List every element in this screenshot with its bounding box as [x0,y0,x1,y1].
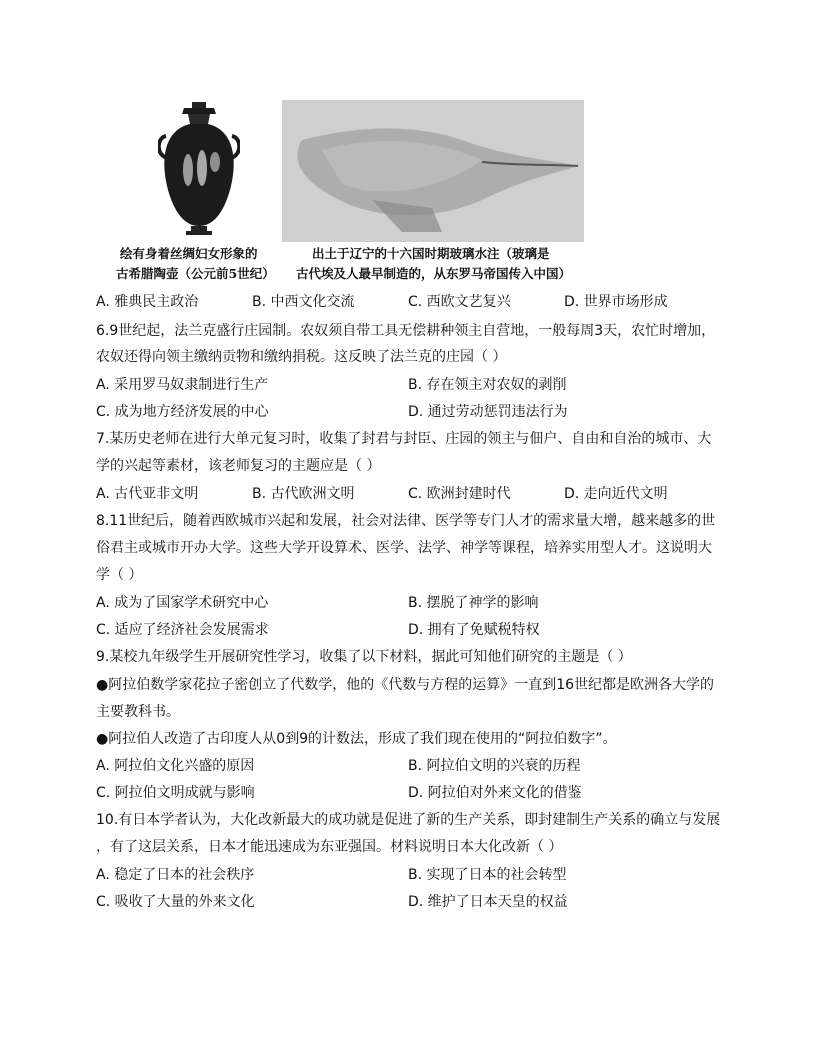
q5-option-d: D. 世界市场形成 [564,294,668,310]
q8-option-c: C. 适应了经济社会发展需求 [96,622,269,638]
q7-option-c: C. 欧洲封建时代 [408,486,511,502]
q7-option-d: D. 走向近代文明 [564,486,668,502]
pottery-caption-line-2: 古希腊陶壶（公元前5世纪） [116,266,275,281]
q8-stem-line-2: 俗君主或城市开办大学。这些大学开设算术、医学、法学、神学等课程，培养实用型人才。这说明大 [96,540,712,556]
q6-option-d: D. 通过劳动惩罚违法行为 [408,404,568,420]
q7-option-a: A. 古代亚非文明 [96,486,199,502]
q8-option-d: D. 拥有了免赋税特权 [408,622,540,638]
q5-option-b: B. 中西文化交流 [252,294,355,310]
q6-option-b: B. 存在领主对农奴的剥削 [408,377,567,393]
q7-stem-line-2: 学的兴起等素材，该老师复习的主题应是（ ） [96,458,381,474]
glass-caption-line-2: 古代埃及人最早制造的，从东罗马帝国传入中国） [296,266,572,281]
q6-stem-line-1: 6.9世纪起，法兰克盛行庄园制。农奴须自带工具无偿耕种领主自营地，一般每周3天，农忙时增加， [96,323,716,339]
glass-vessel-image [282,100,584,242]
glass-caption-line-1: 出土于辽宁的十六国时期玻璃水注（玻璃是 [312,246,550,261]
q9-bullet-2: ●阿拉伯人改造了古印度人从0到9的计数法，形成了我们现在使用的“阿拉伯数字”。 [96,731,617,747]
q10-stem-line-1: 10.有日本学者认为，大化改新最大的成功就是促进了新的生产关系，即封建制生产关系的确立与发展 [96,812,721,828]
q6-option-c: C. 成为地方经济发展的中心 [96,404,269,420]
q5-option-c: C. 西欧文艺复兴 [408,294,511,310]
q10-option-a: A. 稳定了日本的社会秩序 [96,867,255,883]
q5-option-a: A. 雅典民主政治 [96,294,199,310]
q9-bullet-1-line-2: 主要教科书。 [96,704,180,720]
pottery-caption-line-1: 绘有身着丝绸妇女形象的 [120,246,258,261]
q10-stem-line-2: ，有了这层关系，日本才能迅速成为东亚强国。材料说明日本大化改新（ ） [96,839,563,855]
q6-option-a: A. 采用罗马奴隶制进行生产 [96,377,269,393]
q9-option-a: A. 阿拉伯文化兴盛的原因 [96,758,255,774]
glass-caption [296,244,571,284]
q8-stem-line-1: 8.11世纪后，随着西欧城市兴起和发展，社会对法律、医学等专门人才的需求量大增，越来越多的世 [96,513,716,529]
q9-bullet-1-line-1: ●阿拉伯数学家花拉子密创立了代数学，他的《代数与方程的运算》一直到16世纪都是欧洲各大学的 [96,677,715,693]
q8-option-a: A. 成为了国家学术研究中心 [96,595,269,611]
q8-stem-line-3: 学（ ） [96,567,143,583]
q7-stem-line-1: 7.某历史老师在进行大单元复习时，收集了封君与封臣、庄园的领主与佃户、自由和自治的城市、大 [96,431,712,447]
figure-panel [96,92,596,292]
q10-option-d: D. 维护了日本天皇的权益 [408,894,568,910]
q9-option-b: B. 阿拉伯文明的兴衰的历程 [408,758,581,774]
pottery-caption [116,244,275,284]
q10-option-c: C. 吸收了大量的外来文化 [96,894,255,910]
q9-stem: 9.某校九年级学生开展研究性学习，收集了以下材料，据此可知他们研究的主题是（ ） [96,649,632,665]
q9-option-c: C. 阿拉伯文明成就与影响 [96,785,255,801]
q8-option-b: B. 摆脱了神学的影响 [408,595,539,611]
greek-pottery-vase-image [158,100,240,236]
q9-option-d: D. 阿拉伯对外来文化的借鉴 [408,785,582,801]
q7-option-b: B. 古代欧洲文明 [252,486,355,502]
q10-option-b: B. 实现了日本的社会转型 [408,867,567,883]
q6-stem-line-2: 农奴还得向领主缴纳贡物和缴纳捐税。这反映了法兰克的庄园（ ） [96,349,507,365]
